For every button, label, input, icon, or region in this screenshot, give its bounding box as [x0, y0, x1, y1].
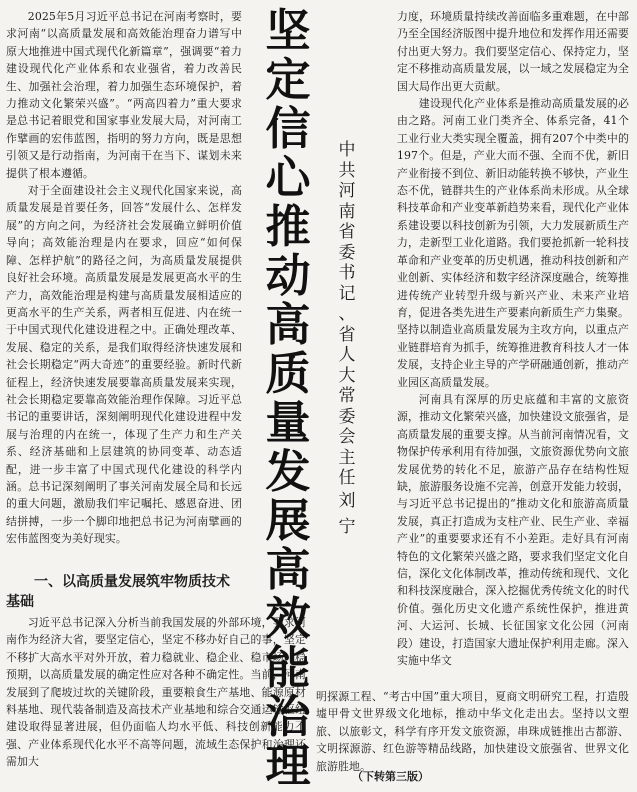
- byline-character: 主: [338, 447, 356, 468]
- paragraph: 对于全面建设社会主义现代化国家来说，高质量发展是首要任务，回答“发展什么、怎样发展”的方向之问，为经济社会发展确立鲜明价值导向；高效能治理是内在要求，回应“如何保障、怎样护航”的路径之问，为高质量发展提供良好社会环境。高质量发展是发展更高水平的生产力，高效能治理是构建与高质量发展相适应的更高水平的生产关系，两者相互促进、内在统一于中国式现代化建设进程之中。正确处理改革、发展、稳定的关系，是我们取得经济快速发展和社会长期稳定“两大奇迹”的重要经验。新时代新征程上，经济快速发展要靠高质量发展来实现，社会长期稳定要靠高效能治理作保障。习近平总书记的重要讲话，深刻阐明现代化建设进程中发展与治理的内在统一，体现了生产力和生产关系、经济基础和上层建筑的协同变革、动态适配，进一步丰富了中国式现代化建设的科学内涵。总书记深刻阐明了事关河南发展全局和长远的重大问题，激励我们牢记嘱托、感恩奋进、团结拼搏，一步一个脚印地把总书记为河南擘画的宏伟蓝图变为美好现实。: [6, 184, 242, 546]
- continued-note: （下转第三版）: [352, 770, 429, 783]
- byline-character: 记: [338, 283, 356, 304]
- byline-character: 南: [338, 201, 356, 222]
- title-character: 效: [265, 592, 311, 645]
- byline-name-character: 宁: [338, 517, 356, 537]
- article-column-left-top: [6, 8, 242, 568]
- byline-character: 会: [338, 427, 356, 447]
- title-character: 能: [265, 641, 311, 694]
- title-character: 推: [265, 200, 311, 253]
- title-character: 高: [265, 543, 311, 596]
- article-column-bottom: [316, 688, 629, 773]
- byline-character: 、: [338, 304, 356, 324]
- title-character: 信: [265, 102, 311, 155]
- paragraph: 明探源工程、“考古中国”重大项目，夏商文明研究工程，打造殷墟甲骨文世界级文化地标，推动中华文化走出去。坚持以文塑旅、以旅彰文，科学有序开发文旅资源，串珠成链推出古都游、文明探源游、红色游等精品线路，加快建设文旅强省、世界文化旅游胜地。: [316, 690, 629, 773]
- title-character: 心: [265, 151, 311, 204]
- title-character: 理: [265, 739, 311, 792]
- title-character: 质: [265, 347, 311, 400]
- title-character: 高: [265, 298, 311, 351]
- byline-character: 省: [338, 324, 356, 345]
- paragraph: 习近平总书记深入分析当前我国发展的外部环境，要求河南作为经济大省，要坚定信心，坚定不移办好自己的事，坚定不移扩大高水平对外开放，着力稳就业、稳企业、稳市场、稳预期，以高质量发展的确定性应对各种不确定性。当前，河南发展到了爬坡过坎的关键阶段，重要粮食生产基地、能源原材料基地、现代装备制造及高技术产业基地和综合交通运输枢纽建设取得显著进展，但仍面临人均水平低、科技创新能力不强、产业体系现代化水平不高等问题，流域生态保护和治理还需加大: [6, 616, 306, 769]
- section-heading: 一、以高质量发展筑牢物质技术基础: [6, 574, 230, 610]
- byline-character: 大: [338, 365, 356, 386]
- byline-name-character: 刘: [338, 491, 356, 511]
- byline-org: [336, 140, 358, 489]
- paragraph: 2025年5月习近平总书记在河南考察时，要求河南“以高质量发展和高效能治理奋力谱写中原大地推进中国式现代化新篇章”，强调要“着力建设现代化产业体系和农业强省，着力改善民生、加强社会治理，着力加强生态环境保护，着力推动文化繁荣兴盛”。“两高四着力”重大要求是总书记着眼党和国家事业发展大局，对河南工作擘画的宏伟蓝图，指明的努力方向，既是思想引领又是行动指南，为河南干在当下、谋划未来提供了根本遵循。: [6, 10, 242, 180]
- title-character: 量: [265, 396, 311, 449]
- title-character: 坚: [265, 4, 311, 57]
- byline-character: 书: [338, 263, 356, 283]
- paragraph: 建设现代化产业体系是推动高质量发展的必由之路。河南工业门类齐全、体系完备，41个工业行业大类实现全覆盖，拥有207个中类中的197个。但是，产业大而不强、全而不优，新旧产业衔接不到位、新旧动能转换不够快，产业生态不优，链群共生的产业体系尚未形成。从全球科技革命和产业变革新趋势来看，现代化产业体系建设要以科技创新为引领，大力发展新质生产力，走新型工业化道路。我们要抢抓新一轮科技革命和产业变革的历史机遇，推动科技创新和产业创新、实体经济和数字经济深度融合，统筹推进传统产业转型升级与新兴产业、未来产业培育，促进各类先进生产要素向新质生产力集聚。坚持以制造业高质量发展为主攻方向，以重点产业链群培育为抓手，统筹推进教育科技人才一体发展，支持企业主导的产学研融通创新，推动产业园区高质量发展。: [397, 97, 629, 389]
- paragraph: 河南具有深厚的历史底蕴和丰富的文旅资源，推动文化繁荣兴盛，加快建设文旅强省，是高质量发展的重要支撑。从当前河南情况看，文物保护传承利用有待加强，文旅资源优势向文旅发展优势的转化不足，旅游产品存在结构性短缺，旅游服务设施不完善，创意开发能力较弱，与习近平总书记提出的“推动文化和旅游高质量发展，真正打造成为支柱产业、民生产业、幸福产业”的重要要求还有不小差距。走好具有河南特色的文化繁荣兴盛之路，要求我们坚定文化自信，深化文化体制改革，推动传统和现代、文化和科技深度融合，深入挖掘优秀传统文化的时代价值。强化历史文化遗产系统性保护，推进黄河、大运河、长城、长征国家文化公园（河南段）建设，打造国家大遗址保护利用走廊。深入实施中华文: [397, 392, 629, 668]
- article-title: [248, 4, 328, 792]
- title-character: 定: [265, 53, 311, 106]
- byline-character: 委: [338, 242, 356, 263]
- title-character: 治: [265, 690, 311, 743]
- byline-character: 委: [338, 406, 356, 427]
- byline-character: 河: [338, 181, 356, 201]
- byline-character: 人: [338, 345, 356, 365]
- byline-character: 任: [338, 468, 356, 488]
- byline-name: [336, 488, 358, 540]
- byline-character: 共: [338, 160, 356, 181]
- byline-character: 中: [338, 140, 356, 160]
- title-character: 展: [265, 494, 311, 547]
- paragraph: 力度，环境质量持续改善面临多重难题，在中部乃至全国经济版图中提升地位和发挥作用还需要付出更大努力。我们要坚定信心、保持定力，坚定不移推动高质量发展，以一域之发展稳定为全国大局作出更大贡献。: [397, 10, 629, 93]
- byline-character: 常: [338, 386, 356, 406]
- byline-character: 省: [338, 222, 356, 242]
- title-character: 动: [265, 249, 311, 302]
- title-character: 发: [265, 445, 311, 498]
- article-column-right: [397, 8, 629, 688]
